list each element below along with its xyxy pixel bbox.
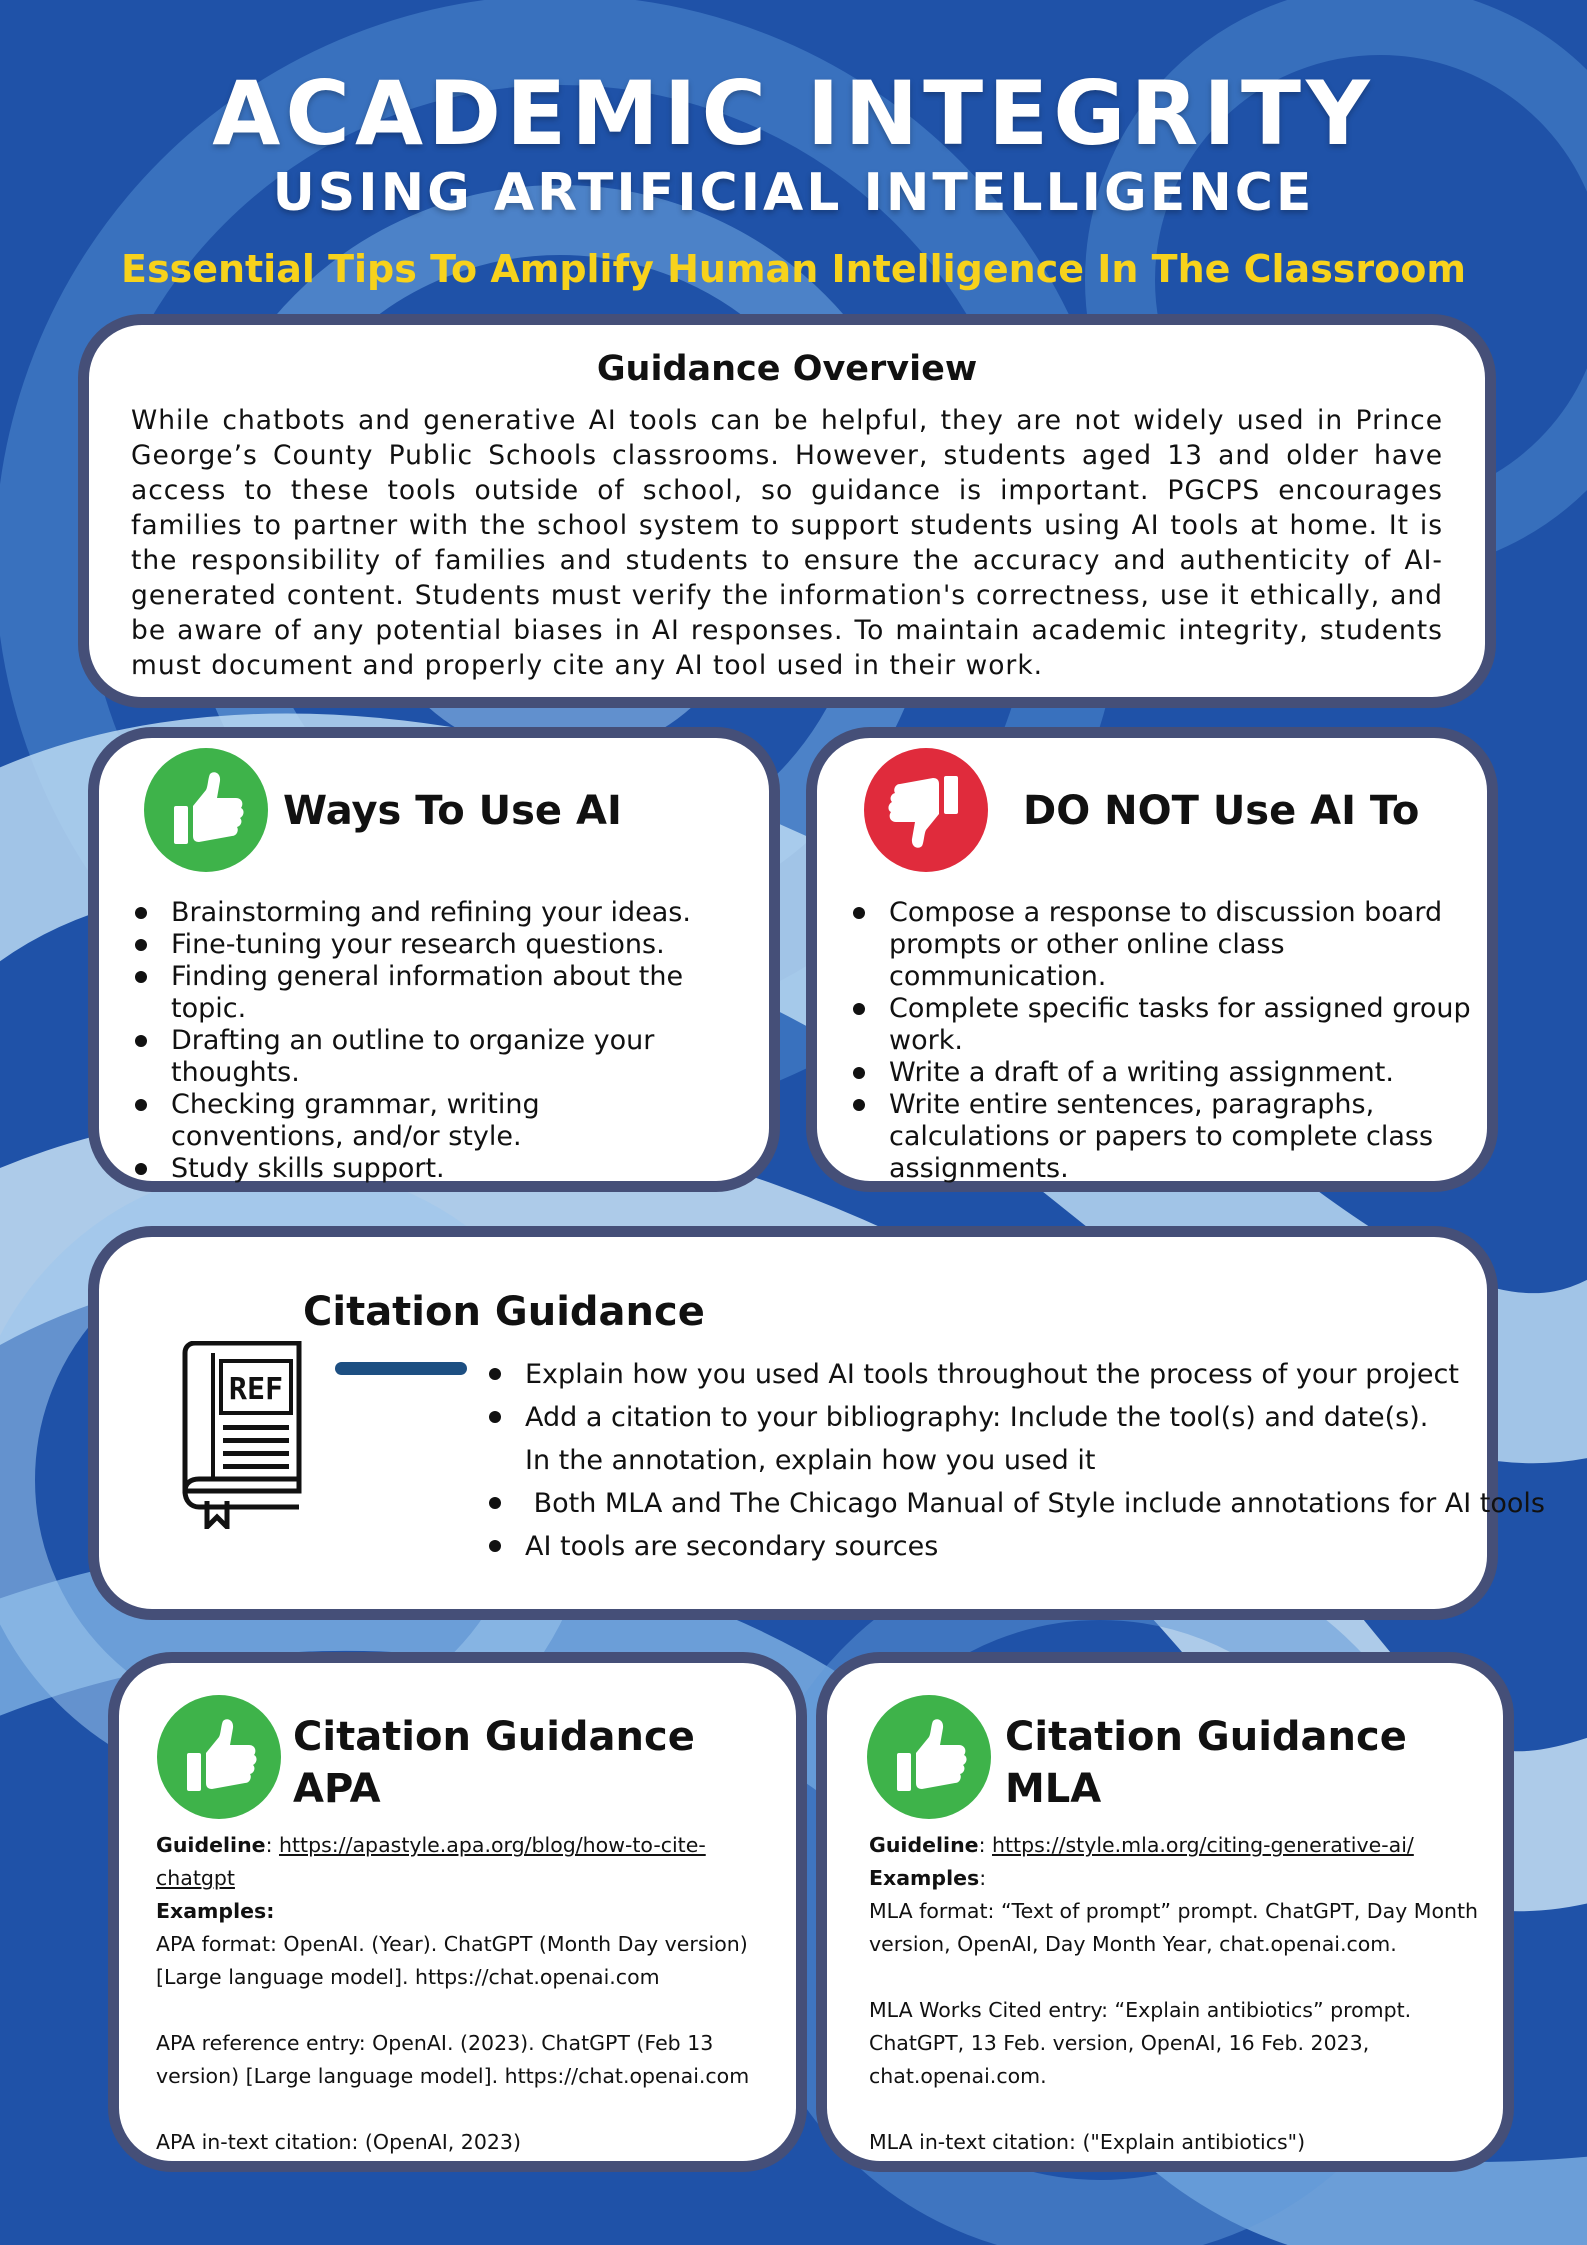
examples-separator: : — [979, 1866, 987, 1890]
list-item: Study skills support. — [133, 1153, 753, 1185]
list-item: Explain how you used AI tools throughout the process of your project — [487, 1353, 1477, 1396]
apa-citation-card — [108, 1652, 807, 2172]
guideline-separator: : — [265, 1833, 280, 1857]
mla-reference-block — [869, 1829, 1489, 2159]
citation-list — [487, 1353, 1546, 1568]
thumbs-up-icon — [144, 748, 268, 872]
apa-reference-block — [156, 1829, 782, 2159]
mla-heading-line2: MLA — [1005, 1766, 1102, 1812]
apa-format: APA format: OpenAI. (Year). ChatGPT (Month Day version) [Large language model]. https://chat.openai.com — [156, 1932, 748, 1989]
guidance-overview-card — [78, 314, 1496, 708]
apa-in-text: APA in-text citation: (OpenAI, 2023) — [156, 2130, 521, 2154]
mla-heading-line1: Citation Guidance — [1005, 1714, 1407, 1760]
page-title: ACADEMIC INTEGRITY — [212, 62, 1375, 165]
apa-heading — [293, 1711, 695, 1815]
thumbs-up-icon — [157, 1695, 281, 1819]
list-item: Both MLA and The Chicago Manual of Style include annotations for AI tools — [487, 1482, 1477, 1525]
apa-guideline-link[interactable]: https://apastyle.apa.org/blog/how-to-cite-chatgpt — [156, 1833, 706, 1890]
do-not-use-card — [806, 727, 1498, 1192]
apa-reference-entry: APA reference entry: OpenAI. (2023). ChatGPT (Feb 13 version) [Large language model]. https://chat.openai.com — [156, 2031, 750, 2088]
mla-in-text: MLA in-text citation: ("Explain antibiotics") — [869, 2130, 1306, 2154]
list-item: Add a citation to your bibliography: Include the tool(s) and date(s). In the annotation, explain how you used it — [487, 1396, 1445, 1482]
guideline-label: Guideline — [869, 1833, 979, 1857]
ref-label: REF — [228, 1372, 284, 1407]
list-item: Compose a response to discussion board prompts or other online class communication. — [851, 897, 1471, 993]
ways-to-use-list — [133, 897, 753, 1185]
mla-works-cited: MLA Works Cited entry: “Explain antibiotics” prompt. ChatGPT, 13 Feb. version, OpenAI, 16 Feb. 2023, chat.openai.com. — [869, 1998, 1412, 2088]
ways-to-use-card — [88, 727, 780, 1192]
overview-heading: Guidance Overview — [596, 349, 978, 389]
list-item: Complete specific tasks for assigned group work. — [851, 993, 1489, 1057]
heading-accent-bar — [335, 1362, 467, 1375]
tagline: Essential Tips To Amplify Human Intelligence In The Classroom — [121, 247, 1466, 291]
mla-guideline-link[interactable]: https://style.mla.org/citing-generative-ai/ — [992, 1833, 1414, 1857]
reference-book-icon — [177, 1341, 309, 1529]
list-item: Finding general information about the topic. — [133, 961, 753, 1025]
thumbs-up-icon — [867, 1695, 991, 1819]
apa-heading-line2: APA — [293, 1766, 381, 1812]
citation-heading: Citation Guidance — [303, 1289, 705, 1335]
mla-heading — [1005, 1711, 1407, 1815]
page-subtitle: USING ARTIFICIAL INTELLIGENCE — [272, 163, 1315, 223]
apa-heading-line1: Citation Guidance — [293, 1714, 695, 1760]
mla-citation-card — [816, 1652, 1514, 2172]
list-item: Checking grammar, writing conventions, and/or style. — [133, 1089, 711, 1153]
list-item: Brainstorming and refining your ideas. — [133, 897, 753, 929]
guideline-label: Guideline — [156, 1833, 266, 1857]
ways-to-use-heading: Ways To Use AI — [283, 788, 622, 834]
list-item: AI tools are secondary sources — [487, 1525, 1477, 1568]
examples-label: Examples — [869, 1866, 980, 1890]
list-item: Write entire sentences, paragraphs, calculations or papers to complete class assignments. — [851, 1089, 1479, 1185]
list-item: Drafting an outline to organize your thoughts. — [133, 1025, 691, 1089]
do-not-use-list — [851, 897, 1471, 1185]
examples-label: Examples: — [156, 1899, 275, 1923]
citation-guidance-card — [88, 1226, 1546, 1620]
list-item: Fine-tuning your research questions. — [133, 929, 753, 961]
list-item: Write a draft of a writing assignment. — [851, 1057, 1471, 1089]
guideline-separator: : — [978, 1833, 993, 1857]
do-not-use-heading: DO NOT Use AI To — [1023, 788, 1420, 834]
mla-format: MLA format: “Text of prompt” prompt. ChatGPT, Day Month version, OpenAI, Day Month Year, chat.openai.com. — [869, 1899, 1479, 1956]
overview-body: While chatbots and generative AI tools can be helpful, they are not widely used in Prince George’s County Public Schools classrooms. However, students aged 13 and older have access to these tools outside of school, so guidance is important. PGCPS encourages families to partner with the school system to support students using AI tools at home. It is the responsibility of families and students to ensure the accuracy and authenticity of AI-generated content. Students must verify the information's correctness, use it ethically, and be aware of any potential biases in AI responses. To maintain academic integrity, students must document and properly cite any AI tool used in their work. — [131, 405, 1443, 681]
thumbs-down-icon — [864, 748, 988, 872]
